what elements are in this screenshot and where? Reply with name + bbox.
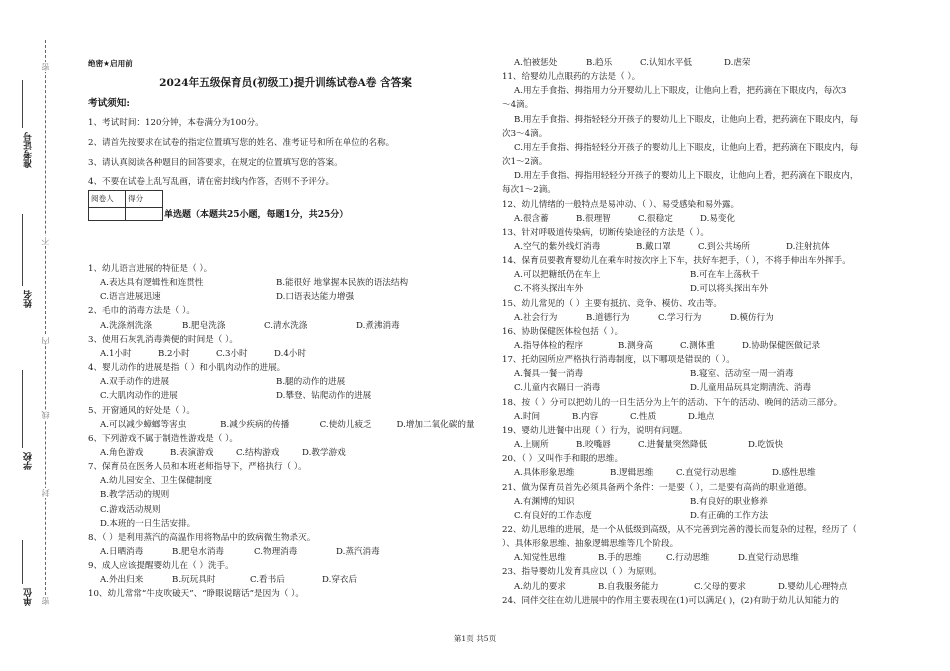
option-item: C.到公共场所 — [698, 241, 750, 252]
option-item: C.学习行为 — [658, 312, 702, 323]
option-item: A.知觉性思维 — [514, 553, 566, 564]
option-item: B.肥皂水消毒 — [172, 547, 225, 557]
option-item: A.怕被惩处 — [514, 58, 558, 68]
option-item: B.逻辑思维 — [610, 468, 654, 479]
option-item: B.很理智 — [576, 213, 611, 224]
seal-char: 密 — [41, 597, 50, 605]
option-item: A.可以把糖纸仍在车上 — [514, 270, 601, 281]
option-item: A.空气的紫外线灯消毒 — [514, 241, 601, 252]
grader-cell: 阅卷人 — [89, 191, 126, 208]
question-line: 6、下列游戏不属于制造性游戏是（ ）。 — [88, 433, 238, 444]
option-item: C.认知水平低 — [640, 58, 692, 68]
option-line: D.用左手食指、拇指用轻轻分开孩子的婴幼儿上下眼皮，让他向上看，把药滴在下眼皮内， — [514, 171, 859, 182]
option-item: B.道德行为 — [586, 312, 630, 323]
question-line: 次1～2滴。 — [502, 157, 548, 168]
option-item: A.双手动作的进展 — [100, 377, 170, 388]
question-line: 10、幼儿常常“牛皮吹破天”、“睁眼说瞎话”是因为（ ）。 — [88, 589, 305, 600]
option-item: C.3小时 — [216, 348, 248, 359]
option-item: A.时间 — [514, 411, 541, 422]
option-item: A.外出归来 — [100, 575, 144, 586]
option-item: A.餐具一餐一消毒 — [514, 369, 584, 380]
option-line: A.用左手食指、拇指用力分开婴幼儿上下眼皮，让他向上看，把药滴在下眼皮内，每次3 — [514, 86, 847, 97]
option-item: D.虐荣 — [724, 58, 751, 68]
option-line: D.本班的一日生活安排。 — [100, 518, 196, 529]
option-item: D.感性思维 — [772, 468, 816, 479]
name-blank — [22, 214, 23, 286]
notice-title: 考试须知: — [88, 98, 130, 109]
option-item: B.戴口罩 — [636, 241, 671, 252]
seal-dashed-line — [45, 40, 46, 600]
option-item: B.2小时 — [158, 348, 190, 359]
option-item: D.4小时 — [274, 348, 306, 359]
question-line: 23、指导婴幼儿发育具应以（ ）为原则。 — [502, 567, 662, 578]
question-line: 9、成人应该提醒婴幼儿在（ ）洗手。 — [88, 561, 234, 572]
option-item: A.日晒消毒 — [100, 547, 144, 557]
seal-char: 封 — [41, 489, 50, 497]
school-blank — [22, 370, 23, 448]
option-item: A.角色游戏 — [100, 447, 144, 458]
option-item: D.儿童用品玩具定期清洗、消毒 — [690, 383, 812, 394]
option-item: A.社会行为 — [514, 312, 558, 323]
option-item: D.蒸汽消毒 — [336, 547, 380, 557]
name-label: 姓名 — [24, 290, 34, 308]
question-line: 14、保育员要教育婴幼儿在乘车时按次序上下车，扶好车把手，（ ），不将手伸出车外挥手。 — [502, 256, 851, 267]
notice-item: 2、请首先按要求在试卷的指定位置填写您的姓名、准考证号和所在单位的名称。 — [88, 138, 395, 148]
question-line: 8、（ ）是利用蒸汽的高温作用将物品中的致病微生物杀灭。 — [88, 532, 316, 543]
question-line: 22、幼儿思维的进展，是一个从低级到高级，从不完善到完善的漫长而复杂的过程，经历了（ — [502, 524, 857, 535]
notice-item: 4、不要在试卷上乱写乱画，请在密封线内作答，否则不予评分。 — [88, 177, 335, 187]
option-item: C.行动思维 — [666, 553, 710, 564]
grader-blank — [89, 207, 126, 220]
option-item: B.减少疾病的传播 — [220, 419, 290, 430]
option-item: D.口语表达能力增强 — [276, 292, 355, 303]
option-item: D.吃饭快 — [748, 440, 784, 451]
seal-char: 内 — [41, 337, 50, 345]
option-item: D.直觉行动思维 — [738, 553, 799, 564]
question-line: 次3～4滴。 — [502, 128, 548, 139]
secret-mark: 绝密★启用前 — [88, 59, 133, 68]
section-heading: 单选题（本题共25小题，每题1分，共25分） — [164, 210, 349, 220]
option-item: D.协助保健医做记录 — [742, 341, 821, 351]
option-item: A.可以减少蟑螂等害虫 — [100, 419, 187, 430]
option-item: C.儿童内衣隔日一消毒 — [514, 383, 601, 394]
option-item: B.自我服务能力 — [598, 581, 659, 592]
option-item: C.看书后 — [250, 575, 285, 586]
score-blank — [126, 207, 163, 220]
question-line: 4、婴儿动作的进展是指（ ）和小肌肉动作的进展。 — [88, 363, 286, 374]
option-item: A.1小时 — [100, 348, 132, 359]
option-item: C.进餐量突然降低 — [638, 440, 708, 451]
option-item: B.手的思维 — [598, 553, 642, 564]
option-item: B.能很好 地掌握本民族的语法结构 — [276, 278, 409, 289]
option-item: D.煮沸消毒 — [356, 320, 400, 331]
question-line: 11、给婴幼儿点眼药的方法是（ ）。 — [502, 72, 641, 83]
question-line: 7、保育员在医务人员和本班老师指导下，严格执行（ ）。 — [88, 462, 307, 473]
option-item: B.腿的动作的进展 — [276, 377, 346, 388]
question-line: 5、开窗通风的好处是（ ）。 — [88, 405, 196, 416]
option-item: C.有良好的工作态度 — [514, 510, 592, 521]
option-item: D.穿衣后 — [322, 575, 358, 586]
option-item: C.测体重 — [680, 341, 715, 351]
notice-item: 1、考试时间：120分钟，本卷满分为100分。 — [88, 118, 264, 128]
option-line: B.教学活动的规则 — [100, 490, 170, 501]
option-item: C.性质 — [630, 411, 657, 422]
option-item: B.肥皂洗涤 — [182, 320, 226, 331]
binding-margin — [0, 0, 62, 671]
unit-blank — [22, 540, 23, 584]
option-item: C.大肌肉动作的进展 — [100, 391, 178, 402]
option-item: C.直觉行动思维 — [676, 468, 737, 479]
notice-item: 3、请认真阅读各种题目的回答要求，在规定的位置填写您的答案。 — [88, 158, 343, 168]
option-item: C.使幼儿疲乏 — [319, 419, 372, 430]
question-line: 21、做为保育员首先必须具备两个条件：一是要（ ），二是要有高尚的职业道德。 — [502, 482, 813, 493]
question-line: 12、幼儿情绪的一般特点是易冲动、（ ）、易受感染和易外露。 — [502, 199, 740, 210]
question-line: 3、使用石灰乳消毒粪便的时间是（ ）。 — [88, 334, 238, 345]
page-footer: 第1页 共5页 — [453, 634, 497, 643]
option-item: A.表达具有逻辑性和连贯性 — [100, 278, 204, 289]
option-item: D.婴幼儿心理特点 — [778, 581, 848, 592]
question-line: 24、同伴交往在幼儿进展中的作用主要表现在(1)可以满足( )，(2)有助于幼儿认知能力的 — [502, 595, 839, 606]
question-line: 1、幼儿语言进展的特征是（ ）。 — [88, 264, 213, 274]
option-item: B.内容 — [572, 411, 599, 422]
option-item: D.注射抗体 — [786, 241, 830, 252]
option-item: D.攀登、钻爬动作的进展 — [276, 391, 372, 402]
option-item: B.有良好的职业修养 — [690, 496, 768, 507]
option-item: B.测身高 — [618, 341, 653, 351]
question-line: 17、托幼园所应严格执行消毒制度，以下哪项是错误的（ ）。 — [502, 355, 735, 366]
option-item: C.清水洗涤 — [264, 320, 308, 331]
option-item: D.增加二氧化碳的量 — [396, 419, 475, 430]
grader-score-table — [88, 190, 163, 221]
option-item: A.幼儿的要求 — [514, 581, 566, 592]
option-item: D.模仿行为 — [730, 312, 774, 323]
question-line: 19、婴幼儿进餐中出现（ ）行为，说明有问题。 — [502, 425, 688, 436]
option-item: D.可以将头探出车外 — [690, 284, 769, 295]
option-item: B.可在车上荡秋千 — [690, 270, 760, 281]
question-line: 15、幼儿常见的（ ）主要有抵抗、竞争、模仿、攻击等。 — [502, 298, 722, 309]
option-item: B.趋乐 — [586, 58, 613, 68]
question-line: 2、毛巾的消毒方法是（ ）。 — [88, 306, 196, 317]
unit-label: 单位 — [24, 588, 34, 606]
question-line: ）、具体形象思维、抽象逻辑思维等几个阶段。 — [502, 539, 679, 550]
seal-char: 线 — [41, 411, 50, 419]
option-item: A.洗涤剂洗涤 — [100, 320, 152, 331]
score-cell: 得分 — [126, 191, 163, 208]
question-line: 18、按（ ）分可以把幼儿的一日生活分为上午的活动、下午的活动、晚间的活动三部分。 — [502, 397, 843, 408]
option-item: A.很含蓄 — [514, 213, 549, 224]
school-label: 学校 — [24, 452, 34, 470]
seal-char: 不 — [41, 237, 50, 245]
option-line: A.幼儿园安全、卫生保健制度 — [100, 476, 213, 487]
option-item: A.上厕所 — [514, 440, 549, 451]
option-item: B.表演游戏 — [170, 447, 214, 458]
option-line: C.游戏活动规则 — [100, 504, 161, 515]
option-item: B.玩玩具时 — [172, 575, 216, 586]
page-title: 2024年五级保育员(初级工)提升训练试卷A卷 含答案 — [159, 77, 412, 89]
exam-number-blank — [22, 80, 23, 128]
seal-char: 密 — [41, 63, 50, 71]
exam-number-label: 准考证号 — [24, 132, 34, 168]
option-item: A.指导体检的程序 — [514, 341, 584, 351]
option-item: C.很稳定 — [638, 213, 673, 224]
question-line: 20、（ ）又叫作手和眼的思维。 — [502, 454, 624, 465]
question-line: 13、针对呼吸道传染病，切断传染途径的方法是（ ）。 — [502, 227, 710, 238]
option-item: A.有渊博的知识 — [514, 496, 575, 507]
option-item: C.结构游戏 — [236, 447, 280, 458]
option-item: C.物理消毒 — [254, 547, 298, 557]
option-item: B.咬嘴唇 — [576, 440, 611, 451]
option-item: D.教学游戏 — [302, 447, 346, 458]
option-item: D.易变化 — [700, 213, 736, 224]
option-item: D.有正确的工作方法 — [690, 510, 769, 521]
option-item: C.不将头探出车外 — [514, 284, 584, 295]
option-item: D.地点 — [688, 411, 715, 422]
question-line: ～4滴。 — [502, 100, 534, 111]
option-item: B.寝室、活动室一周一消毒 — [690, 369, 794, 380]
question-line: 16、协助保健医体检包括（ ）。 — [502, 326, 624, 337]
option-item: C.父母的要求 — [694, 581, 746, 592]
option-line: B.用左手食指、拇指轻轻分开孩子的婴幼儿上下眼皮，让他向上看，把药滴在下眼皮内，每 — [514, 114, 859, 125]
option-item: C.语言进展迅速 — [100, 292, 161, 303]
option-line: C.用左手食指、拇指轻轻分开孩子的婴幼儿上下眼皮，让他向上看，把药滴在下眼皮内，每 — [514, 142, 859, 153]
option-item: A.具体形象思维 — [514, 468, 575, 479]
question-line: 每次1～2滴。 — [502, 185, 556, 196]
